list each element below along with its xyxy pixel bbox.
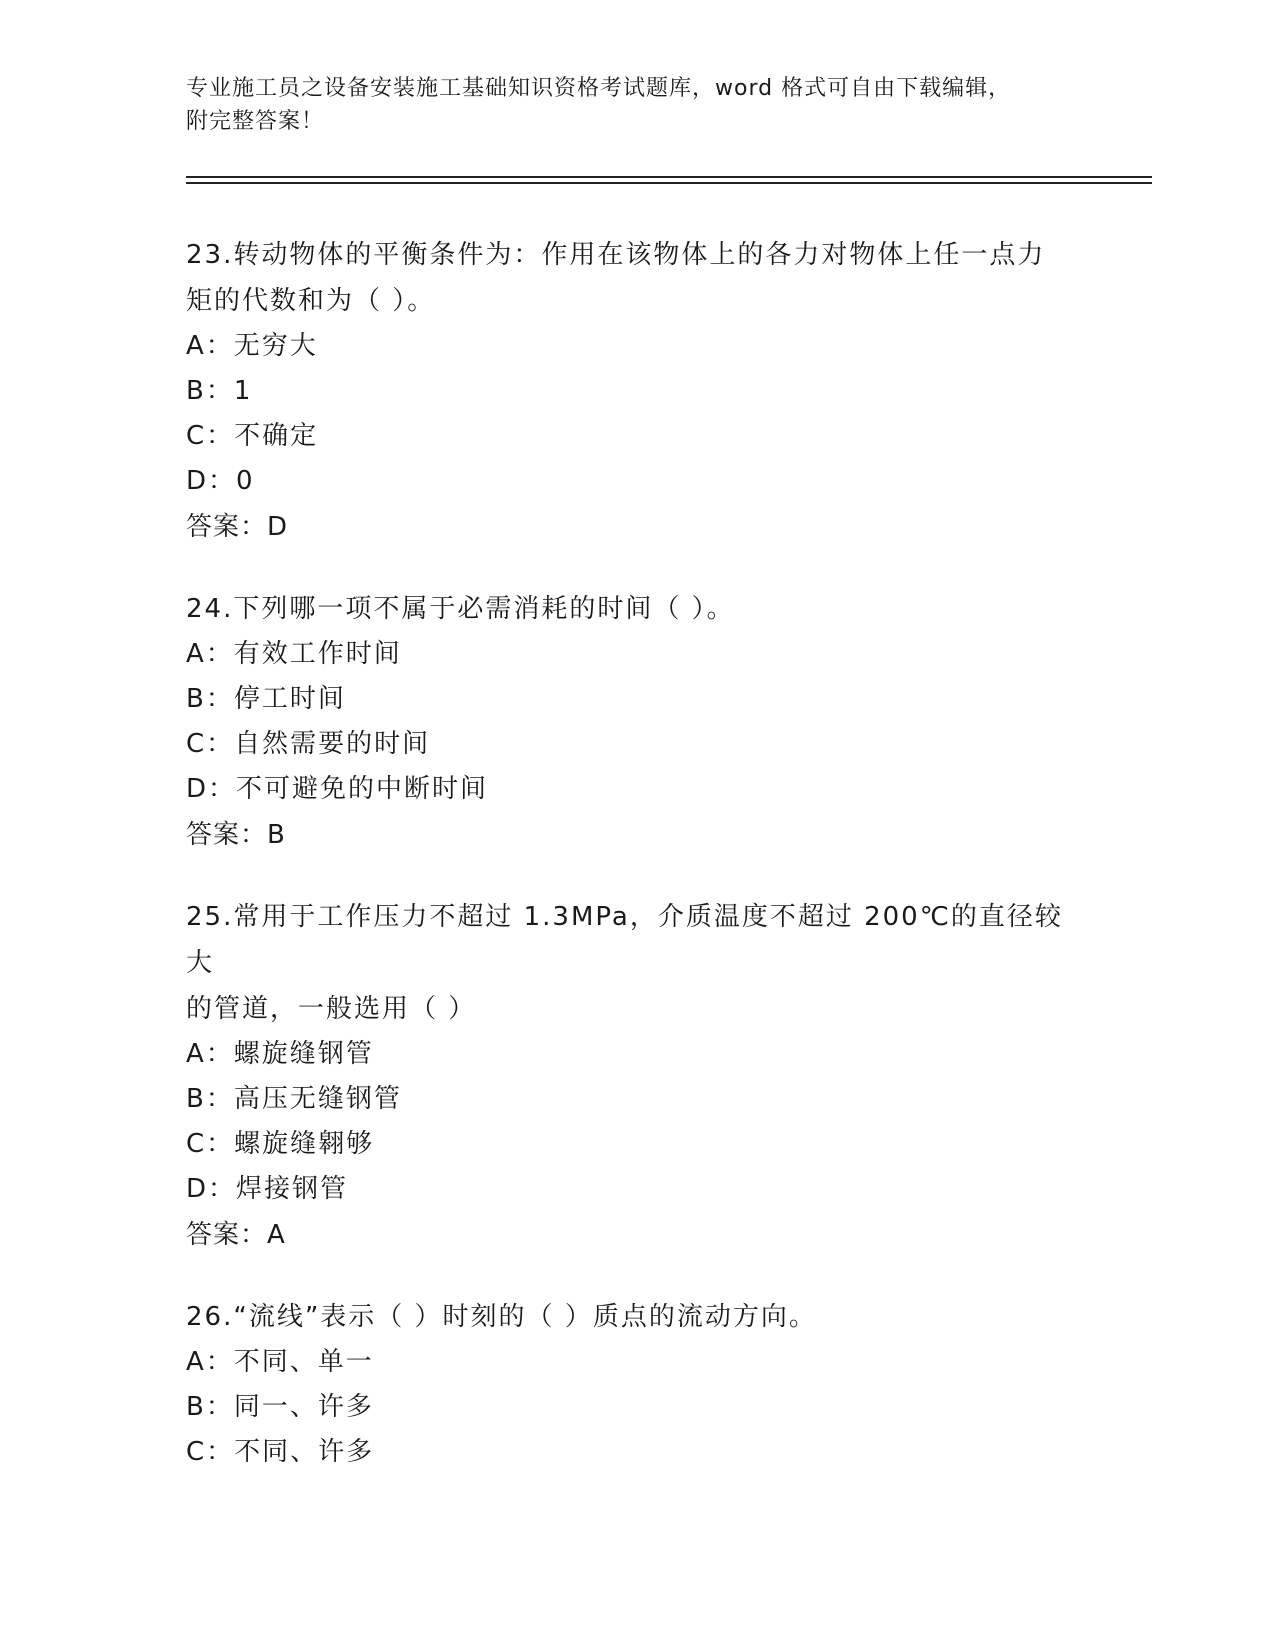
option-d: D：焊接钢管: [186, 1174, 349, 1204]
question-text-line-2: 的管道，一般选用（ ）: [186, 994, 477, 1024]
option-c: C：螺旋缝翱够: [186, 1129, 375, 1159]
question-text-line-1: 23.转动物体的平衡条件为：作用在该物体上的各力对物体上任一点力: [186, 240, 1046, 270]
question-23: [186, 232, 1086, 550]
question-24: [186, 586, 1086, 858]
header-divider-bottom: [186, 182, 1152, 184]
option-a: A：无穷大: [186, 331, 318, 361]
header-divider-top: [186, 176, 1152, 178]
option-b: B：1: [186, 376, 253, 406]
question-text-line-1: 25.常用于工作压力不超过 1.3MPa，介质温度不超过 200℃的直径较大: [186, 902, 1063, 978]
header-line-2: 附完整答案！: [186, 109, 325, 134]
answer: 答案：B: [186, 820, 286, 850]
question-list: [186, 232, 1086, 1511]
option-d: D：0: [186, 466, 255, 496]
option-b: B：同一、许多: [186, 1392, 374, 1422]
question-text-line-1: 24.下列哪一项不属于必需消耗的时间（ ）。: [186, 594, 735, 624]
option-a: A：不同、单一: [186, 1347, 374, 1377]
option-c: C：不同、许多: [186, 1437, 375, 1467]
option-d: D：不可避免的中断时间: [186, 774, 489, 804]
answer: 答案：A: [186, 1220, 286, 1250]
question-text-line-1: 26.“流线”表示（ ）时刻的（ ）质点的流动方向。: [186, 1302, 817, 1332]
option-a: A：螺旋缝钢管: [186, 1039, 374, 1069]
option-b: B：高压无缝钢管: [186, 1084, 402, 1114]
answer: 答案：D: [186, 512, 289, 542]
option-b: B：停工时间: [186, 684, 346, 714]
question-25: [186, 894, 1086, 1258]
document-header: [186, 72, 1086, 138]
option-c: C：不确定: [186, 421, 319, 451]
question-text-line-2: 矩的代数和为（ ）。: [186, 286, 436, 316]
option-c: C：自然需要的时间: [186, 729, 431, 759]
header-line-1: 专业施工员之设备安装施工基础知识资格考试题库，word 格式可自由下载编辑，: [186, 76, 1012, 101]
question-26: [186, 1294, 1086, 1475]
option-a: A：有效工作时间: [186, 639, 402, 669]
